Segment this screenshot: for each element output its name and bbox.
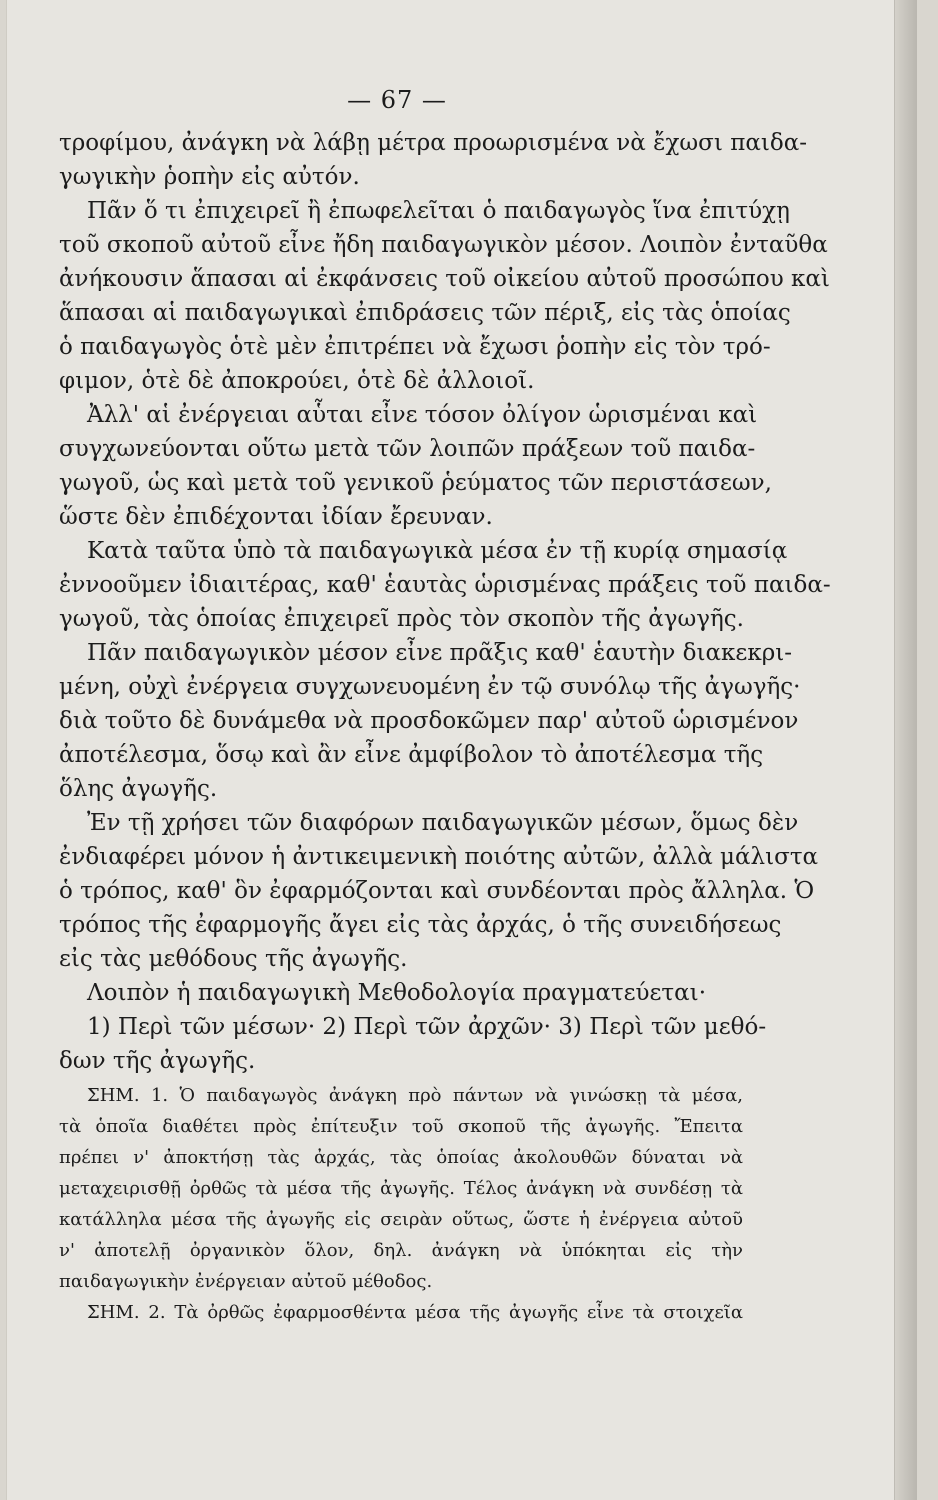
text-line: ὁ τρόπος, καθ' ὃν ἐφαρμόζονται καὶ συνδέονται πρὸς ἄλληλα. Ὁ bbox=[59, 878, 815, 904]
footnote bbox=[59, 1297, 743, 1328]
main-text bbox=[59, 126, 831, 1328]
note-line: ν' ἀποτελῇ ὀργανικὸν ὅλον, δηλ. ἀνάγκη νὰ ὑπόκηται εἰς τὴν bbox=[59, 1240, 743, 1261]
paragraph bbox=[59, 636, 801, 806]
text-line: Πᾶν ὅ τι ἐπιχειρεῖ ἢ ἐπωφελεῖται ὁ παιδαγωγὸς ἵνα ἐπιτύχῃ bbox=[87, 198, 790, 224]
note-line: πρέπει ν' ἀποκτήσῃ τὰς ἀρχάς, τὰς ὁποίας ἀκολουθῶν δύναται νὰ bbox=[59, 1147, 743, 1168]
text-line: Ἐν τῇ χρήσει τῶν διαφόρων παιδαγωγικῶν μέσων, ὅμως δὲν bbox=[87, 810, 799, 836]
text-line: δων τῆς ἀγωγῆς. bbox=[59, 1048, 256, 1074]
paragraph bbox=[59, 976, 743, 1010]
text-line: διὰ τοῦτο δὲ δυνάμεθα νὰ προσδοκῶμεν παρ' αὐτοῦ ὡρισμένον bbox=[59, 708, 799, 734]
text-line: Ἀλλ' αἱ ἐνέργειαι αὗται εἶνε τόσον ὀλίγον ὡρισμέναι καὶ bbox=[87, 402, 758, 428]
text-line: ἀποτέλεσμα, ὅσῳ καὶ ἂν εἶνε ἀμφίβολον τὸ ἀποτέλεσμα τῆς bbox=[59, 742, 764, 768]
text-line: ἐνδιαφέρει μόνον ἡ ἀντικειμενικὴ ποιότης αὐτῶν, ἀλλὰ μάλιστα bbox=[59, 844, 819, 870]
paragraph bbox=[59, 534, 831, 636]
text-line: ἀνήκουσιν ἅπασαι αἱ ἐκφάνσεις τοῦ οἰκείου αὐτοῦ προσώπου καὶ bbox=[59, 266, 830, 292]
book-page bbox=[6, 0, 917, 1500]
note-line: ΣΗΜ. 1. Ὁ παιδαγωγὸς ἀνάγκη πρὸ πάντων νὰ γινώσκῃ τὰ μέσα, bbox=[87, 1085, 743, 1106]
text-line: ὥστε δὲν ἐπιδέχονται ἰδίαν ἔρευναν. bbox=[59, 504, 493, 530]
paragraph bbox=[59, 398, 772, 534]
text-line: Πᾶν παιδαγωγικὸν μέσον εἶνε πρᾶξις καθ' ἑαυτὴν διακεκρι- bbox=[87, 640, 793, 666]
note-line: μεταχειρισθῇ ὀρθῶς τὰ μέσα τῆς ἀγωγῆς. Τέλος ἀνάγκη νὰ συνδέσῃ τὰ bbox=[59, 1178, 743, 1199]
text-line: γωγοῦ, τὰς ὁποίας ἐπιχειρεῖ πρὸς τὸν σκοπὸν τῆς ἀγωγῆς. bbox=[59, 606, 744, 632]
paragraph bbox=[59, 194, 830, 398]
text-line: τοῦ σκοποῦ αὐτοῦ εἶνε ἤδη παιδαγωγικὸν μέσον. Λοιπὸν ἐνταῦθα bbox=[59, 232, 828, 258]
paragraph bbox=[59, 806, 819, 976]
text-line: φιμον, ὁτὲ δὲ ἀποκρούει, ὁτὲ δὲ ἀλλοιοῖ. bbox=[59, 368, 535, 394]
text-line: Κατὰ ταῦτα ὑπὸ τὰ παιδαγωγικὰ μέσα ἐν τῇ κυρίᾳ σημασίᾳ bbox=[87, 538, 788, 564]
text-line: εἰς τὰς μεθόδους τῆς ἀγωγῆς. bbox=[59, 946, 408, 972]
text-line: συγχωνεύονται οὕτω μετὰ τῶν λοιπῶν πράξεων τοῦ παιδα- bbox=[59, 436, 756, 462]
note-line: ΣΗΜ. 2. Τὰ ὀρθῶς ἐφαρμοσθέντα μέσα τῆς ἀγωγῆς εἶνε τὰ στοιχεῖα bbox=[87, 1302, 743, 1323]
note-line: παιδαγωγικὴν ἐνέργειαν αὐτοῦ μέθοδος. bbox=[59, 1271, 433, 1292]
text-line: ὅλης ἀγωγῆς. bbox=[59, 776, 218, 802]
note-line: κατάλληλα μέσα τῆς ἀγωγῆς εἰς σειρὰν οὕτως, ὥστε ἡ ἐνέργεια αὐτοῦ bbox=[59, 1209, 743, 1230]
page-edge bbox=[894, 0, 917, 1500]
text-line: γωγικὴν ῥοπὴν εἰς αὐτόν. bbox=[59, 164, 360, 190]
note-line: τὰ ὁποῖα διαθέτει πρὸς ἐπίτευξιν τοῦ σκοποῦ τῆς ἀγωγῆς. Ἔπειτα bbox=[59, 1116, 743, 1137]
text-line: Λοιπὸν ἡ παιδαγωγικὴ Μεθοδολογία πραγματεύεται· bbox=[87, 980, 707, 1006]
paragraph bbox=[59, 1010, 767, 1078]
page-number: — 67 — bbox=[347, 86, 447, 114]
text-line: μένη, οὐχὶ ἐνέργεια συγχωνευομένη ἐν τῷ συνόλῳ τῆς ἀγωγῆς· bbox=[59, 674, 801, 700]
footnote bbox=[59, 1080, 743, 1297]
text-line: ἐννοοῦμεν ἰδιαιτέρας, καθ' ἑαυτὰς ὡρισμένας πράξεις τοῦ παιδα- bbox=[59, 572, 831, 598]
text-line: ἅπασαι αἱ παιδαγωγικαὶ ἐπιδράσεις τῶν πέριξ, εἰς τὰς ὁποίας bbox=[59, 300, 791, 326]
text-line: τροφίμου, ἀνάγκη νὰ λάβῃ μέτρα προωρισμένα νὰ ἔχωσι παιδα- bbox=[59, 130, 808, 156]
text-line: 1) Περὶ τῶν μέσων· 2) Περὶ τῶν ἀρχῶν· 3) Περὶ τῶν μεθό- bbox=[87, 1014, 767, 1040]
paragraph bbox=[59, 126, 808, 194]
text-line: ὁ παιδαγωγὸς ὁτὲ μὲν ἐπιτρέπει νὰ ἔχωσι ῥοπὴν εἰς τὸν τρό- bbox=[59, 334, 771, 360]
text-line: τρόπος τῆς ἐφαρμογῆς ἄγει εἰς τὰς ἀρχάς, ὁ τῆς συνειδήσεως bbox=[59, 912, 782, 938]
text-line: γωγοῦ, ὡς καὶ μετὰ τοῦ γενικοῦ ῥεύματος τῶν περιστάσεων, bbox=[59, 470, 772, 496]
